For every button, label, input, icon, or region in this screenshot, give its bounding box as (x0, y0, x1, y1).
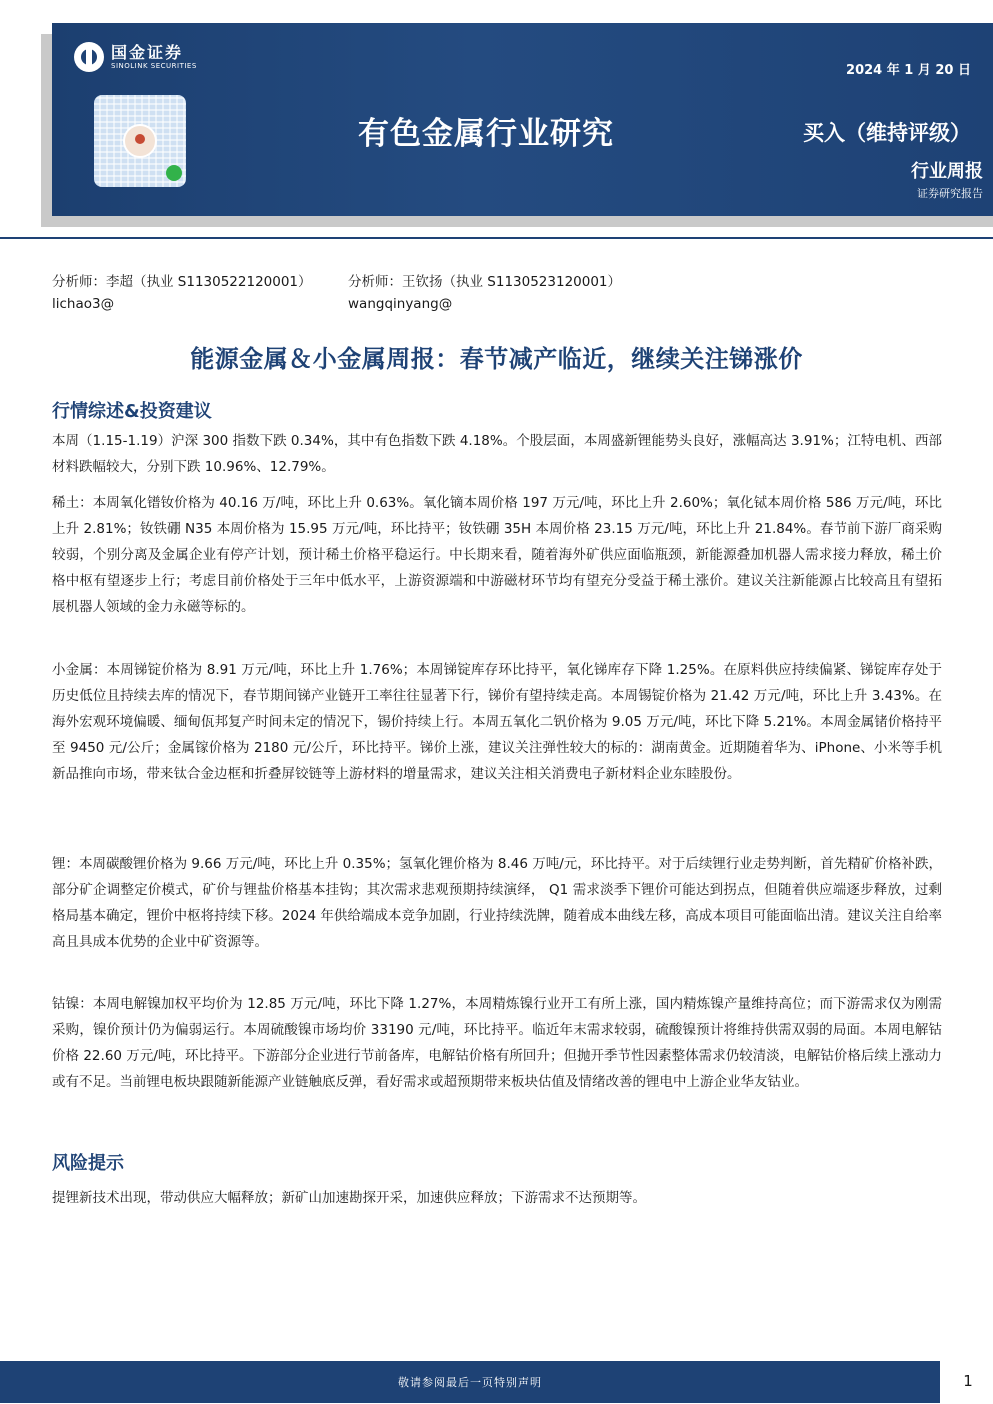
section-heading-market-review: 行情综述&投资建议 (52, 401, 212, 422)
report-category: 证券研究报告 (917, 187, 983, 200)
qr-code-icon (94, 95, 186, 187)
analyst-2-email: wangqinyang@ (348, 296, 453, 312)
report-date: 2024 年 1 月 20 日 (846, 63, 971, 78)
rating-label: 买入（维持评级） (803, 121, 971, 145)
paragraph-minor-metals: 小金属：本周锑锭价格为 8.91 万元/吨，环比上升 1.76%；本周锑锭库存环比持平，氧化锑库存下降 1.25%。在原料供应持续偏紧、锑锭库存处于历史低位且持续去库的情况下，春节期间锑产业链开工率往往显著下行，锑价有望持续走高。本周锡锭价格为 21.42 万元/吨，环比上升 3.43%。在海外宏观环境偏暖、缅甸佤邦复产时间未定的情况下，锡价持续上行。本周五氧化二钒价格为 9.05 万元/吨，环比下降 5.21%。本周金属锗价格持平至 9450 元/公斤；金属镓价格为 2180 元/公斤，环比持平。锑价上涨，建议关注弹性较大的标的：湖南黄金。近期随着华为、iPhone、小米等手机新品推向市场，带来钛合金边框和折叠屏铰链等上游材料的增量需求，建议关注相关消费电子新材料企业东睦股份。 (52, 662, 942, 782)
footer-bar (0, 1361, 940, 1403)
header-divider (0, 237, 993, 239)
qr-center-logo-icon (123, 124, 157, 158)
analyst-1-name: 分析师：李超（执业 S1130522120001） (52, 274, 312, 290)
paragraph-lithium: 锂：本周碳酸锂价格为 9.66 万元/吨，环比上升 0.35%；氢氧化锂价格为 8.46 万吨/元，环比持平。对于后续锂行业走势判断，首先精矿价格补跌，部分矿企调整定价模式，矿价与锂盐价格基本挂钩；其次需求悲观预期持续演绎， Q1 需求淡季下锂价可能达到拐点，但随着供应端逐步释放，过剩格局基本确定，锂价中枢将持续下移。2024 年供给端成本竞争加剧，行业持续洗牌，随着成本曲线左移，高成本项目可能面临出清。建议关注自给率高且具成本优势的企业中矿资源等。 (52, 856, 942, 950)
company-logo (74, 42, 197, 72)
paragraph-risk: 提锂新技术出现，带动供应大幅释放；新矿山加速勘探开采，加速供应释放；下游需求不达预期等。 (52, 1190, 646, 1206)
page-number: 1 (963, 1372, 973, 1390)
industry-title: 有色金属行业研究 (358, 116, 614, 152)
footer-disclaimer-notice: 敬请参阅最后一页特别声明 (398, 1376, 542, 1389)
report-title: 能源金属＆小金属周报：春节减产临近，继续关注锑涨价 (190, 345, 803, 373)
analyst-1 (52, 271, 312, 315)
logo-en-text: SINOLINK SECURITIES (111, 61, 197, 70)
paragraph-market-overview: 本周（1.15-1.19）沪深 300 指数下跌 0.34%，其中有色指数下跌 4.18%。个股层面，本周盛新锂能势头良好，涨幅高达 3.91%；江特电机、西部材料跌幅较大，分别下跌 10.96%、12.79%。 (52, 433, 942, 475)
analyst-2 (348, 271, 621, 315)
analyst-2-name: 分析师：王钦扬（执业 S1130523120001） (348, 274, 622, 290)
paragraph-cobalt-nickel: 钴镍：本周电解镍加权平均价为 12.85 万元/吨，环比下降 1.27%，本周精炼镍行业开工有所上涨，国内精炼镍产量维持高位；而下游需求仅为刚需采购，镍价预计仍为偏弱运行。本周硫酸镍市场均价 33190 元/吨，环比持平。临近年末需求较弱，硫酸镍预计将维持供需双弱的局面。本周电解钴价格 22.60 万元/吨，环比持平。下游部分企业进行节前备库，电解钴价格有所回升；但抛开季节性因素整体需求仍较清淡，电解钴价格后续上涨动力或有不足。当前锂电板块跟随新能源产业链触底反弹，看好需求或超预期带来板块估值及情绪改善的锂电中上游企业华友钴业。 (52, 996, 942, 1090)
section-heading-risk: 风险提示 (52, 1153, 124, 1174)
mini-program-badge-icon (166, 165, 182, 181)
logo-mark-icon (74, 42, 104, 72)
logo-cn-text: 国金证券 (111, 42, 184, 62)
paragraph-rare-earth: 稀土：本周氧化镨钕价格为 40.16 万/吨，环比上升 0.63%。氧化镝本周价格 197 万元/吨，环比上升 2.60%；氧化铽本周价格 586 万元/吨，环比上升 2.81%；钕铁硼 N35 本周价格为 15.95 万元/吨，环比持平；钕铁硼 35H 本周价格 23.15 万元/吨，环比上升 21.84%。春节前下游厂商采购较弱，个别分离及金属企业有停产计划，预计稀土价格平稳运行。中长期来看，随着海外矿供应面临瓶颈，新能源叠加机器人需求接力释放，稀土价格中枢有望逐步上行；考虑目前价格处于三年中低水平，上游资源端和中游磁材环节均有望充分受益于稀土涨价。建议关注新能源占比较高且有望拓展机器人领域的金力永磁等标的。 (52, 495, 942, 615)
analyst-1-email: lichao3@ (52, 296, 115, 312)
report-type: 行业周报 (911, 161, 983, 182)
